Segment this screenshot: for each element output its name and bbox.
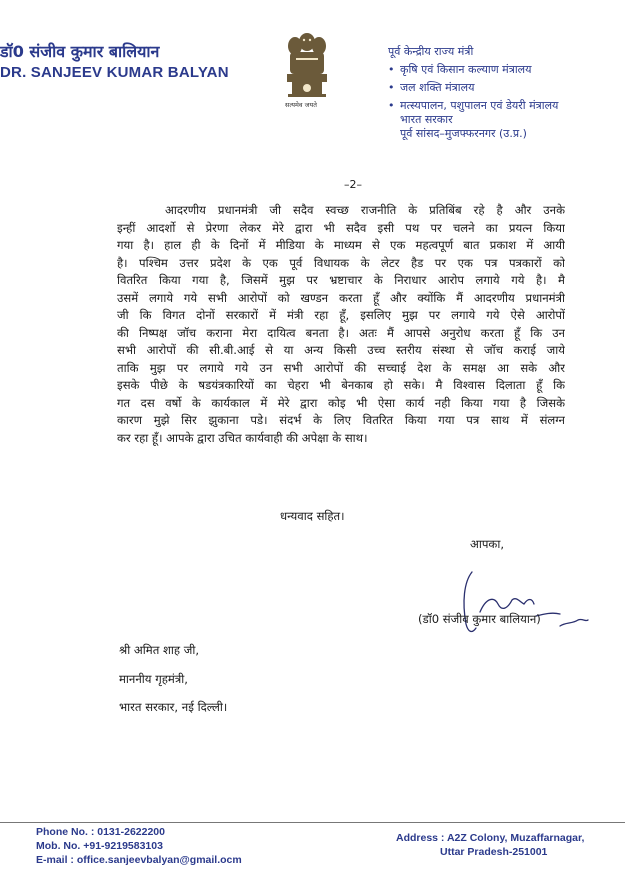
footer-address-line2: Uttar Pradesh-251001 <box>440 846 548 858</box>
body-line: इसके पीछे के षडयंत्रकारियों का चेहरा भी बेनकाब हो सके। मै विश्वास दिलाता हूँ कि <box>117 378 565 392</box>
ministry-label: कृषि एवं किसान कल्याण मंत्रालय <box>400 63 532 76</box>
body-line: कारण मुझे सिर झुकाना पडे। संदर्भ के लिए वितरित किया गया पत्र साथ में संलग्न <box>117 413 565 427</box>
ministry-item: • जल शक्ति मंत्रालय <box>388 81 475 94</box>
ministry-label: मत्स्यपालन, पशुपालन एवं डेयरी मंत्रालय <box>400 99 559 112</box>
footer-email: E-mail : office.sanjeevbalyan@gmail.ocm <box>36 854 242 866</box>
ministry-label: जल शक्ति मंत्रालय <box>400 81 475 94</box>
footer-divider <box>0 822 625 823</box>
ministry-item: • मत्स्यपालन, पशुपालन एवं डेयरी मंत्रालय <box>388 99 559 112</box>
body-line: वितरित किया गया है, जिसमें मुझ पर भ्रष्टाचार के निराधार आरोप लगाये गये है। मै <box>117 273 565 287</box>
body-line: ताकि मुझ पर लगाये गये उन सभी आरोपों की सच्चाई देश के समक्ष आ सके और <box>117 360 565 375</box>
ministry-item: • कृषि एवं किसान कल्याण मंत्रालय <box>388 63 532 76</box>
letter-body <box>117 202 565 447</box>
letterhead-name-english: DR. SANJEEV KUMAR BALYAN <box>0 64 229 81</box>
body-line: उसमें लगाये गये सभी आरोपों को खण्डन करता हूँ और क्योंकि मैं आदरणीय प्रधानमंत्री <box>117 290 565 305</box>
body-line: है। पश्चिम उत्तर प्रदेश के एक पूर्व विधायक के लेटर हैड पर एक पत्र पत्रकारों को <box>117 255 565 270</box>
emblem-motto: सत्यमेव जयते <box>285 101 317 109</box>
body-line: की निष्पक्ष जॉच कराना मेरा दायित्व बनता है। अतः मैं आपसे अनुरोध करता हूँ कि उन <box>117 325 565 340</box>
recipient-name: श्री अमित शाह जी, <box>119 643 200 657</box>
body-line: इन्हीं आदर्शो से प्रेरणा लेकर मेरे द्वारा भी सदैव इसी पथ पर चलने का प्रयत्न किया <box>117 220 565 235</box>
closing-yours: आपका, <box>470 537 505 551</box>
footer-mobile: Mob. No. +91-9219583103 <box>36 840 163 852</box>
government: भारत सरकार <box>400 113 453 126</box>
signatory-name: (डॉ0 संजीव कुमार बालियान) <box>418 612 541 626</box>
designation: पूर्व केन्द्रीय राज्य मंत्री <box>388 45 474 58</box>
page-number: –2– <box>344 178 362 191</box>
body-line: कर रहा हूँ। आपके द्वारा उचित कार्यवाही की अपेक्षा के साथ। <box>117 430 368 445</box>
closing-thanks: धन्यवाद सहित। <box>280 509 345 523</box>
footer-phone: Phone No. : 0131-2622200 <box>36 826 165 838</box>
body-line: आदरणीय प्रधानमंत्री जी सदैव स्वच्छ राजनीति के प्रतिबिंब रहे है और उनके <box>165 203 565 217</box>
recipient-title: माननीय गृहमंत्री, <box>119 672 188 686</box>
body-line: गया है। हाल ही के दिनों में मीडिया के माध्यम से एक महत्वपूर्ण बात प्रकाश में आयी <box>117 238 565 252</box>
letterhead-name-hindi: डॉ0 संजीव कुमार बालियान <box>0 42 160 61</box>
body-line: सभी आरोपों की सी.बी.आई से या अन्य किसी उच्च स्तरीय संस्था से जॉच कराई जाये <box>117 343 565 357</box>
former-mp: पूर्व सांसद–मुजफ्फरनगर (उ.प्र.) <box>400 127 527 140</box>
recipient-office: भारत सरकार, नई दिल्ली। <box>119 700 228 714</box>
body-line: गत दस वर्षो के कार्यकाल में मेरे द्वारा कोइ भी ऐसा कार्य नही किया गया है जिसके <box>117 395 565 410</box>
handwritten-signature <box>420 568 590 640</box>
body-line: जी कि विगत दोनों सरकारों में मंत्री रहा हूँ, इसलिए मुझ पर लगाये गये ऐसे आरोपों <box>117 308 565 322</box>
footer-address-line1: Address : A2Z Colony, Muzaffarnagar, <box>396 832 585 844</box>
